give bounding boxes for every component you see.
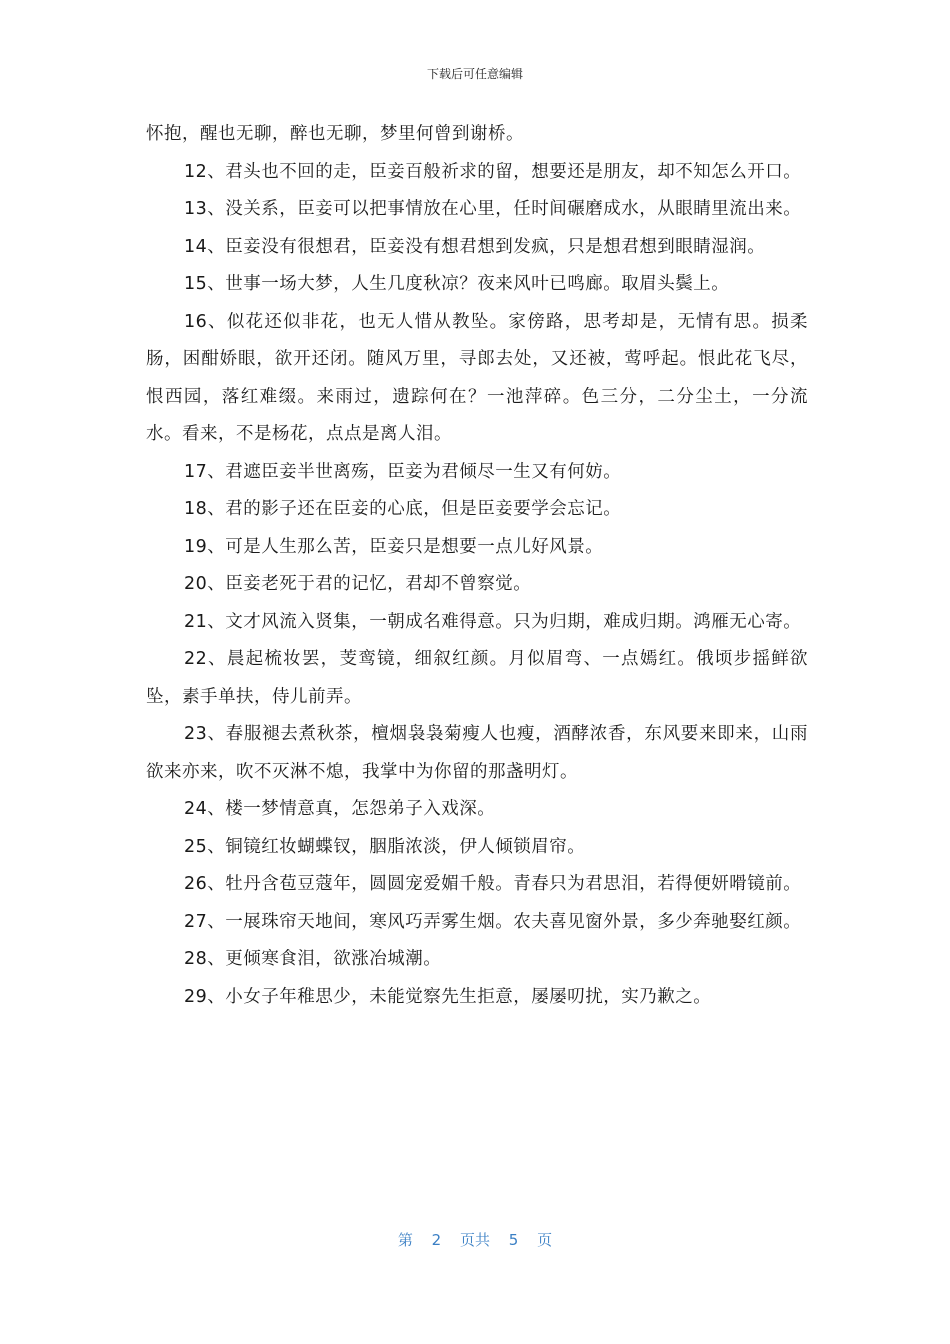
page-header: 下载后可任意编辑 (426, 67, 523, 81)
paragraph: 18、君的影子还在臣妾的心底，但是臣妾要学会忘记。 (184, 499, 622, 519)
paragraph: 28、更倾寒食泪，欲涨冶城潮。 (184, 949, 442, 969)
paragraph: 23、春服褪去煮秋茶，檀烟袅袅菊瘦人也瘦，酒酵浓香，东风要来即来，山雨欲来亦来，吹不灭淋不熄，我掌中为你留的那盏明灯。 (146, 724, 808, 782)
paragraph: 12、君头也不回的走，臣妾百般祈求的留，想要还是朋友，却不知怎么开口。 (184, 161, 802, 182)
paragraph: 19、可是人生那么苦，臣妾只是想要一点儿好风景。 (184, 536, 604, 557)
paragraph: 29、小女子年稚思少，未能觉察先生拒意，屡屡叨扰，实乃歉之。 (184, 986, 712, 1007)
paragraph: 13、没关系，臣妾可以把事情放在心里，任时间碾磨成水，从眼睛里流出来。 (184, 199, 802, 219)
paragraph: 20、臣妾老死于君的记忆，君却不曾察觉。 (184, 574, 532, 594)
page-footer: 第 2 页共 5 页 (397, 1231, 553, 1249)
paragraph: 21、文才风流入贤集，一朝成名难得意。只为归期，难成归期。鸿雁无心寄。 (184, 611, 802, 632)
paragraph: 怀抱，醒也无聊，醉也无聊，梦里何曾到谢桥。 (146, 124, 524, 144)
document-body (146, 116, 808, 1016)
paragraph: 24、楼一梦情意真，怎怨弟子入戏深。 (184, 799, 496, 819)
paragraph: 25、铜镜红妆蝴蝶钗，胭脂浓淡，伊人倾锁眉帘。 (184, 836, 586, 857)
paragraph: 15、世事一场大梦，人生几度秋凉？夜来风叶已鸣廊。取眉头鬓上。 (184, 274, 730, 294)
paragraph: 22、晨起梳妆罢，芰鸾镜，细叙红颜。月似眉弯、一点嫣红。俄顷步摇鲜欲坠，素手单扶，侍儿前弄。 (146, 649, 808, 707)
paragraph: 16、似花还似非花，也无人惜从教坠。家傍路，思考却是，无情有思。损柔肠，困酣娇眼，欲开还闭。随风万里，寻郎去处，又还被，莺呼起。恨此花飞尽，恨西园，落红难缀。来雨过，遗踪何在？一池萍碎。色三分，二分尘土，一分流水。看来，不是杨花，点点是离人泪。 (146, 311, 808, 444)
paragraph: 14、臣妾没有很想君，臣妾没有想君想到发疯，只是想君想到眼睛湿润。 (184, 236, 766, 257)
paragraph: 26、牡丹含苞豆蔻年，圆圆宠爱媚千般。青春只为君思泪，若得便妍嗗镜前。 (184, 874, 802, 894)
paragraph: 17、君遮臣妾半世离殇，臣妾为君倾尽一生又有何妨。 (184, 461, 622, 482)
paragraph: 27、一展珠帘天地间，寒风巧弄雾生烟。农夫喜见窗外景，多少奔驰娶红颜。 (184, 911, 802, 932)
